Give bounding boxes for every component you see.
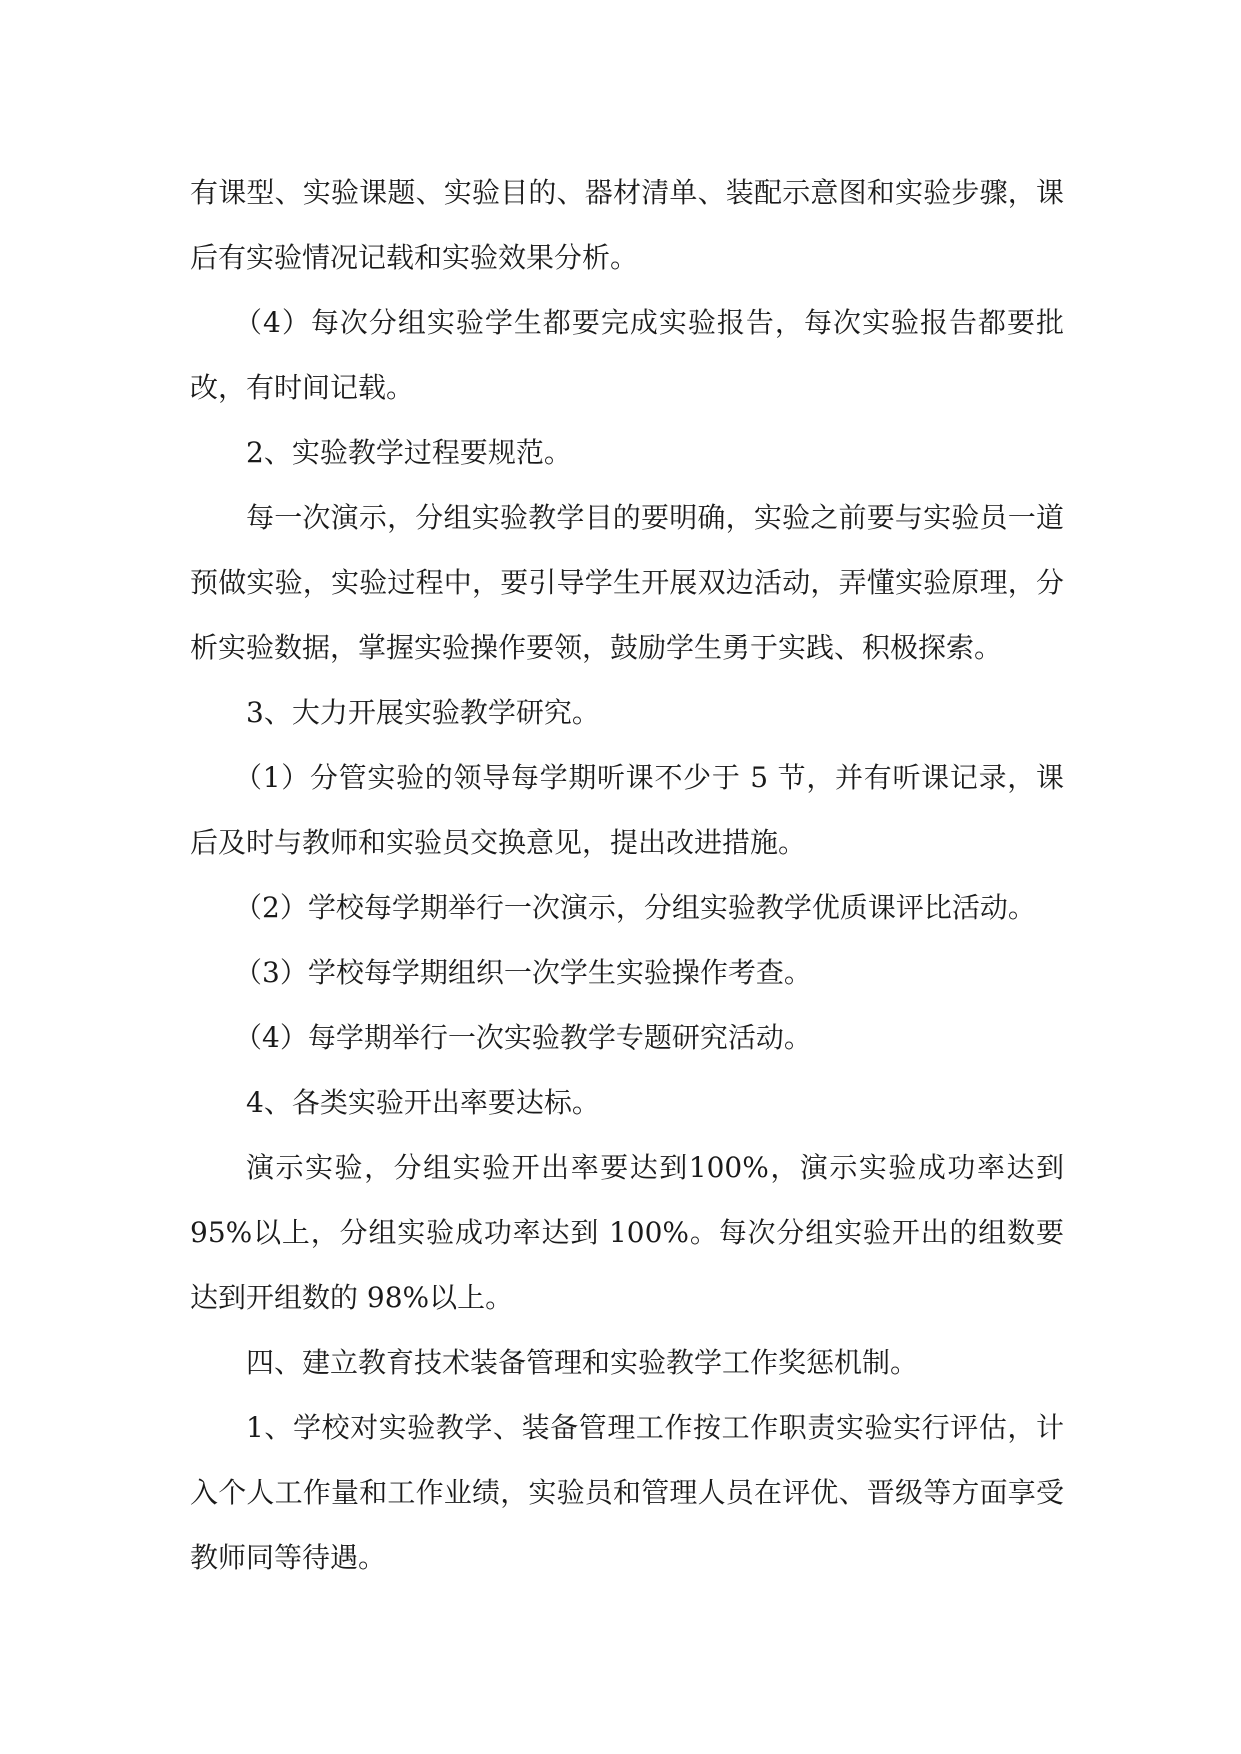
paragraph-success-rates: 演示实验，分组实验开出率要达到100%，演示实验成功率达到95%以上，分组实验成功率达到 100%。每次分组实验开出的组数要达到开组数的 98%以上。 [190,1151,1064,1314]
paragraph-operation-exam: （3）学校每学期组织一次学生实验操作考查。 [234,956,812,989]
paragraph-demonstration: 每一次演示，分组实验教学目的要明确，实验之前要与实验员一道预做实验，实验过程中，要引导学生开展双边活动，弄懂实验原理，分析实验数据，掌握实验操作要领，鼓励学生勇于实践、积极探索。 [190,501,1064,664]
heading-teaching-research: 3、大力开展实验教学研究。 [246,696,600,729]
heading-process-standard: 2、实验教学过程要规范。 [246,436,572,469]
paragraph-evaluation: 1、学校对实验教学、装备管理工作按工作职责实验实行评估，计入个人工作量和工作业绩，实验员和管理人员在评优、晋级等方面享受教师同等待遇。 [190,1411,1064,1574]
paragraph-leader-observation: （1）分管实验的领导每学期听课不少于 5 节，并有听课记录，课后及时与教师和实验员交换意见，提出改进措施。 [190,761,1064,859]
paragraph-lab-report: （4）每次分组实验学生都要完成实验报告，每次实验报告都要批改，有时间记载。 [190,306,1064,404]
paragraph-lesson-plan-contents: 有课型、实验课题、实验目的、器材清单、装配示意图和实验步骤，课后有实验情况记载和实验效果分析。 [190,176,1064,274]
heading-experiment-rate: 4、各类实验开出率要达标。 [246,1086,600,1119]
document-body [190,160,1064,1590]
paragraph-research-activity: （4）每学期举行一次实验教学专题研究活动。 [234,1021,812,1054]
heading-reward-mechanism: 四、建立教育技术装备管理和实验教学工作奖惩机制。 [246,1346,919,1379]
paragraph-quality-lesson-contest: （2）学校每学期举行一次演示，分组实验教学优质课评比活动。 [234,891,1036,924]
